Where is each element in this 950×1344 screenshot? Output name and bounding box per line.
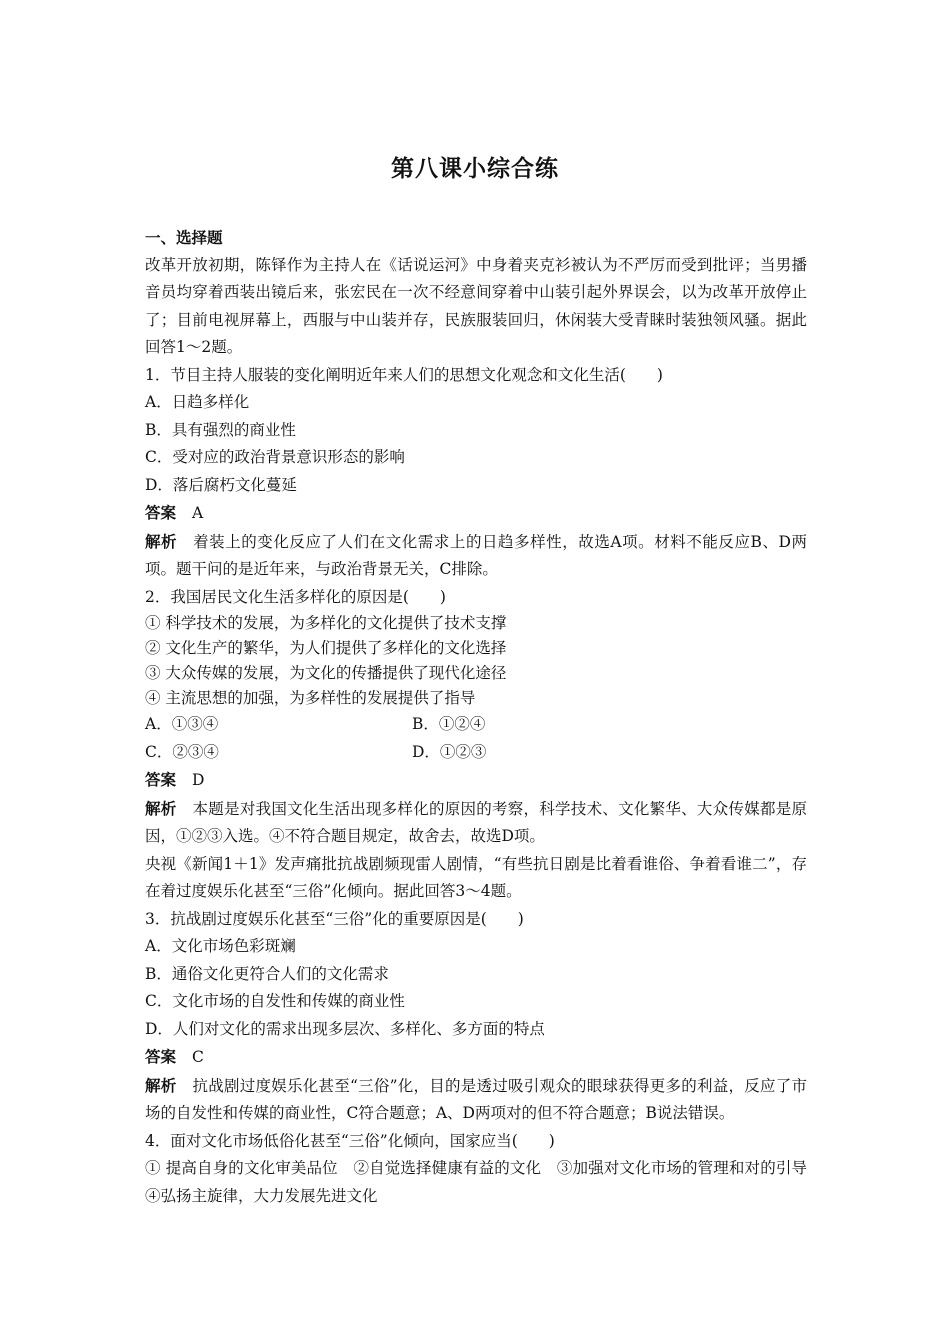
question-2-stem: 2．我国居民文化生活多样化的原因是( ) [145, 587, 446, 606]
question-4-stem: 4．面对文化市场低俗化甚至“三俗”化倾向，国家应当( ) [145, 1131, 555, 1150]
question-1-option-a: A．日趋多样化 [145, 393, 250, 411]
page-title: 第八课小综合练 [391, 155, 559, 182]
question-2-analysis [145, 795, 807, 851]
question-2-options-row-2 [145, 739, 807, 767]
question-3-answer [145, 1043, 807, 1072]
question-2-option-c: C．②③④ [145, 742, 219, 761]
question-2-options-row-1 [145, 711, 807, 739]
answer-value: C [192, 1048, 204, 1066]
question-3-analysis [145, 1072, 807, 1128]
question-1-analysis [145, 528, 807, 584]
question-3-stem: 3．抗战剧过度娱乐化甚至“三俗”化的重要原因是( ) [145, 909, 524, 928]
analysis-text: 抗战剧过度娱乐化甚至“三俗”化，目的是透过吸引观众的眼球获得更多的利益，反应了市场的自发性和传媒的商业性，C符合题意；A、D两项对的但不符合题意；B说法错误。 [145, 1076, 807, 1122]
question-2-option-d: D．①②③ [412, 742, 487, 761]
question-3-option-a: A．文化市场色彩斑斓 [145, 937, 296, 955]
question-2-option-a: A．①③④ [145, 715, 219, 733]
document-body [145, 224, 823, 1210]
analysis-label: 解析 [145, 531, 178, 551]
question-1-option-b: B．具有强烈的商业性 [145, 420, 296, 439]
answer-label: 答案 [145, 503, 177, 522]
section-heading: 一、选择题 [145, 228, 223, 247]
answer-value: D [192, 771, 205, 789]
material-passage-1: 改革开放初期，陈铎作为主持人在《话说运河》中身着夹克衫被认为不严厉而受到批评；当男播音员均穿着西装出镜后来，张宏民在一次不经意间穿着中山装引起外界误会，以为改革开放停止了；目前电视屏幕上，西服与中山装并存，民族服装回归，休闲装大受青睐时装独领风骚。据此回答1～2题。 [145, 255, 807, 356]
question-1-option-d: D．落后腐朽文化蔓延 [145, 475, 297, 494]
material-passage-2: 央视《新闻1＋1》发声痛批抗战剧频现雷人剧情，“有些抗日剧是比着看谁俗、争着看谁二”，存在着过度娱乐化甚至“三俗”化倾向。据此回答3～4题。 [145, 854, 807, 900]
analysis-label: 解析 [145, 1075, 177, 1095]
analysis-text: 着装上的变化反应了人们在文化需求上的日趋多样性，故选A项。材料不能反应B、D两项。题干问的是近年来，与政治背景无关，C排除。 [145, 532, 807, 578]
question-1-option-c: C．受对应的政治背景意识形态的影响 [145, 448, 405, 466]
question-1-answer [145, 499, 807, 528]
question-4-items: ① 提高自身的文化审美品位 ②自觉选择健康有益的文化 ③加强对文化市场的管理和对的引导 ④弘扬主旋律，大力发展先进文化 [145, 1159, 823, 1205]
analysis-label: 解析 [145, 798, 177, 818]
question-3-option-d: D．人们对文化的需求出现多层次、多样化、多方面的特点 [145, 1019, 545, 1038]
question-2-item-1: ① 科学技术的发展，为多样化的文化提供了技术支撑 [145, 614, 507, 632]
question-2-item-4: ④ 主流思想的加强，为多样性的发展提供了指导 [145, 689, 476, 707]
answer-value: A [192, 504, 204, 522]
question-3-option-b: B．通俗文化更符合人们的文化需求 [145, 964, 389, 983]
question-2-option-b: B．①②④ [412, 715, 486, 733]
question-1-stem: 1．节目主持人服装的变化阐明近年来人们的思想文化观念和文化生活( ) [145, 365, 663, 384]
answer-label: 答案 [145, 1047, 177, 1066]
question-2-answer [145, 766, 807, 795]
question-2-item-3: ③ 大众传媒的发展，为文化的传播提供了现代化途径 [145, 664, 507, 682]
question-3-option-c: C．文化市场的自发性和传媒的商业性 [145, 992, 405, 1010]
question-2-item-2: ② 文化生产的繁华，为人们提供了多样化的文化选择 [145, 639, 507, 657]
answer-label: 答案 [145, 770, 177, 789]
analysis-text: 本题是对我国文化生活出现多样化的原因的考察，科学技术、文化繁华、大众传媒都是原因，①②③入选。④不符合题目规定，故舍去，故选D项。 [145, 799, 807, 845]
